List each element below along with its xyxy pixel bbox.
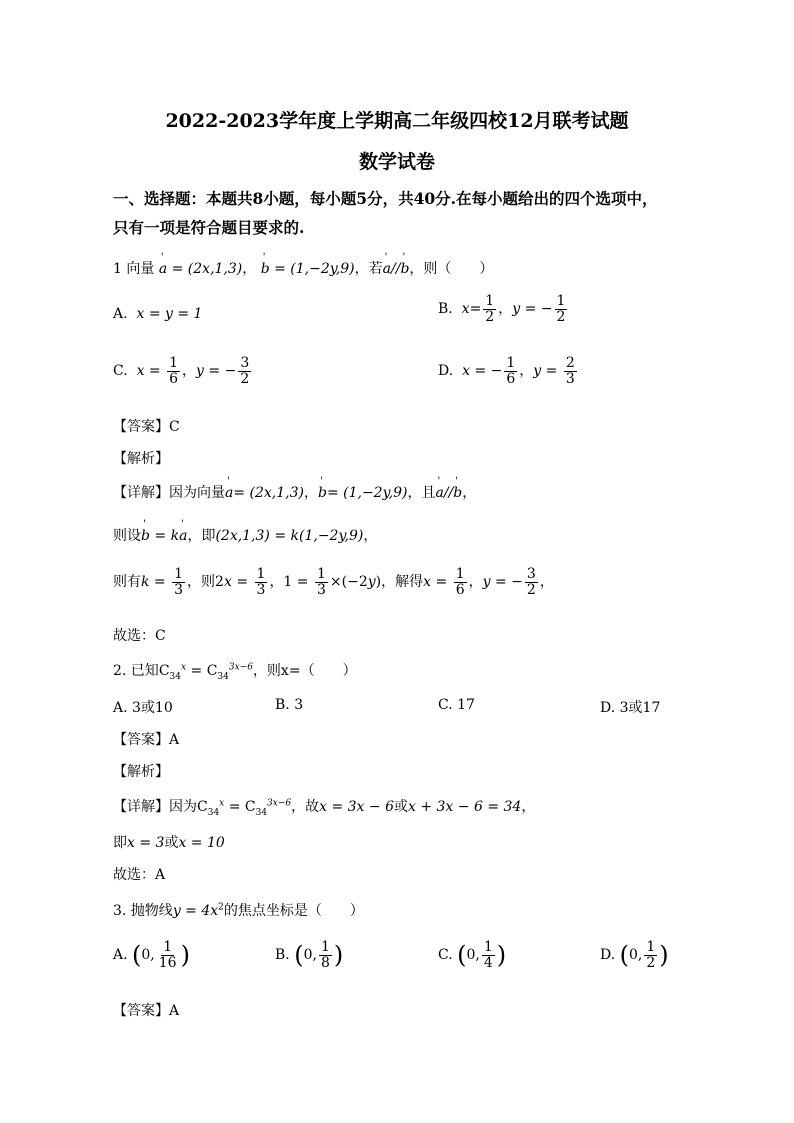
q3-option-b: B. (0, $\frac{1}{8}$ ) (275, 939, 344, 971)
q1-stem: 1 向量 ' a = (2x,1,3)， ' b = (1,−2y,9)，若' a//' b，则（ ） (113, 258, 493, 278)
q1-option-d: D. x = − $\frac{1}{6}$ ，y = $\frac{2}{3}$ (438, 355, 575, 387)
q1-option-a: A. x = y = 1 (113, 306, 203, 322)
q3-answer: 【答案】A (113, 1003, 180, 1019)
q1-detail-line2: 则设' b = k' a，即(2x,1,3) = k(1,−2y,9)， (113, 525, 377, 545)
q3-stem: 3. 抛物线$y = 4x^2$的焦点坐标是（ ） (113, 902, 364, 919)
section-heading-line2: 只有一项是符合题目要求的. (113, 218, 305, 237)
q2-detail-line1: 【详解】因为$C_{34}^x = C_{34}^{3x-6}$，故x = 3x − 6或x + 3x − 6 = 34， (113, 798, 536, 818)
q2-stem: 2. 已知$C_{34}^x = C_{34}^{3x-6}$，则x=（ ） (113, 662, 357, 682)
q2-option-c: C. 17 (438, 697, 475, 713)
q3-option-c: C. (0, $\frac{1}{4}$ ) (438, 939, 507, 971)
q1-option-c: C. x = $\frac{1}{6}$ ，y = − $\frac{3}{2}$ (113, 355, 250, 387)
page-subtitle: 数学试卷 (358, 151, 435, 173)
q2-option-b: B. 3 (275, 697, 304, 713)
section-heading-line1: 一、选择题：本题共8小题，每小题5分，共40分.在每小题给出的四个选项中， (113, 189, 658, 208)
q2-analysis-label: 【解析】 (113, 764, 169, 780)
q1-answer: 【答案】C (113, 419, 180, 435)
q3-option-a: A. (0, $\frac{1}{16}$ ) (113, 939, 190, 971)
q1-analysis-label: 【解析】 (113, 451, 169, 467)
q1-detail-line1: 【详解】因为向量' a= (2x,1,3)，' b= (1,−2y,9)，且' a//' b， (113, 482, 476, 502)
page-title: 2022-2023学年度上学期高二年级四校12月联考试题 (165, 110, 629, 132)
q3-option-d: D. (0, $\frac{1}{2}$ ) (600, 939, 669, 971)
q1-option-b: B. x= $\frac{1}{2}$ ，y = − $\frac{1}{2}$ (438, 293, 566, 325)
q2-option-a: A. 3或10 (113, 700, 173, 716)
q2-detail-line2: 即x = 3或x = 10 (113, 835, 225, 851)
q2-conclusion: 故选：A (113, 867, 166, 883)
q2-answer: 【答案】A (113, 732, 180, 748)
q1-conclusion: 故选：C (113, 628, 166, 644)
q2-option-d: D. 3或17 (600, 700, 661, 716)
q1-detail-line3: 则有k = $\frac{1}{3}$ ，则2x = $\frac{1}{3}$ ，1 = $\frac{1}{3}$ ×(−2y)，解得x = $\frac{1}{6}$ ，y = − $\frac{3}{2}$ ， (113, 566, 554, 598)
